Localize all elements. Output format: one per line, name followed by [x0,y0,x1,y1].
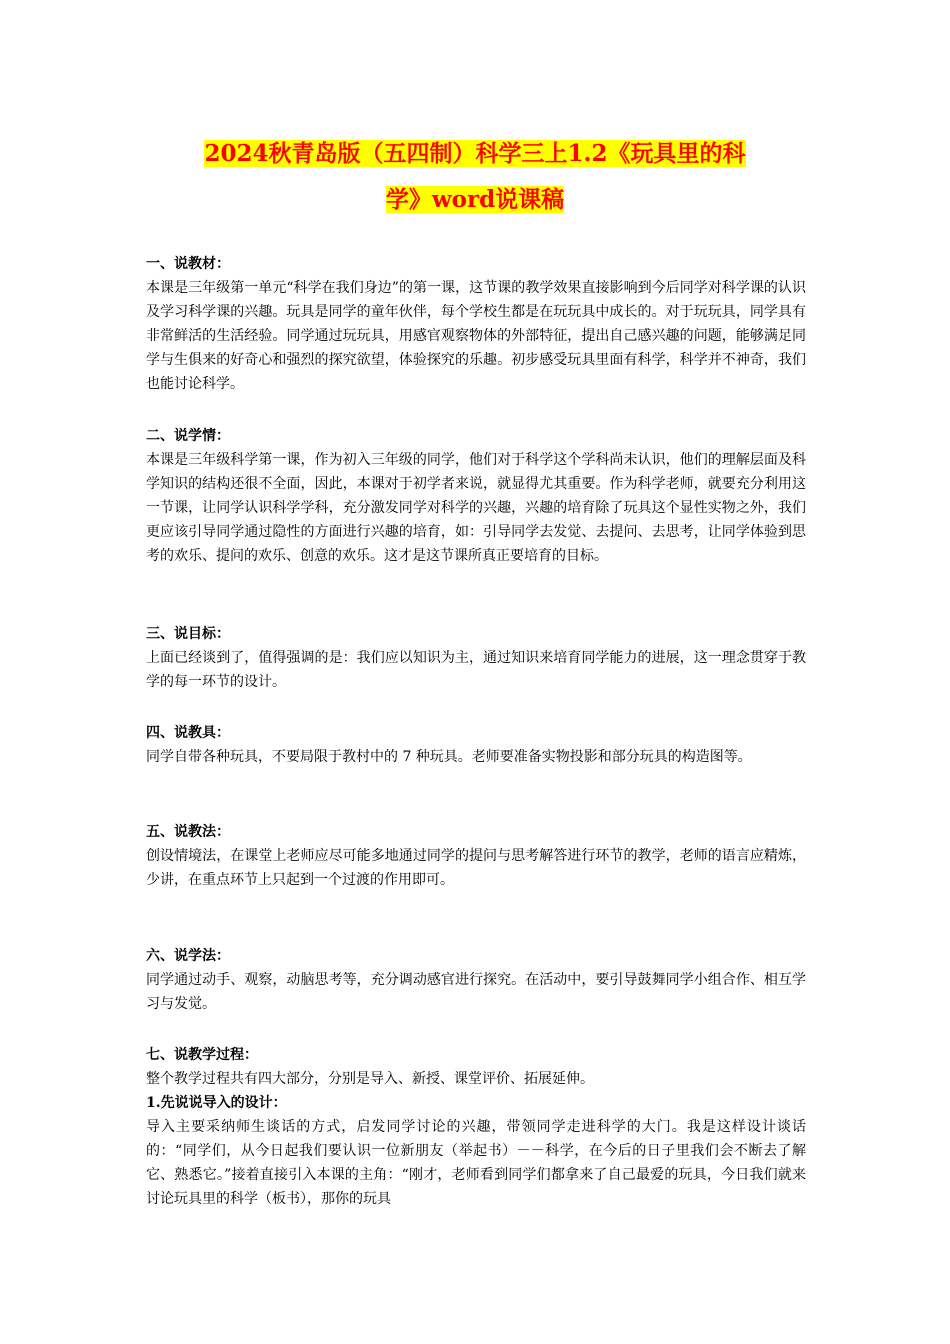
section-body: 整个教学过程共有四大部分，分别是导入、新授、课堂评价、拓展延伸。 [146,1071,594,1087]
section-body: 导入主要采纳师生谈话的方式，启发同学讨论的兴趣，带领同学走进科学的大门。我是这样设计谈话的：“同学们，从今日起我们要认识一位新朋友（举起书）－－科学，在今后的日子里我们会不断去了解它、熟悉它。”接着直接引入本课的主角：“刚才，老师看到同学们都拿来了自己最爱的玩具，今日我们就来讨论玩具里的科学（板书），那你的玩具 [146,1119,806,1207]
section-heading: 五、说教法： [146,824,230,840]
section-body: 本课是三年级第一单元“科学在我们身边”的第一课，这节课的教学效果直接影响到今后同学对科学课的认识及学习科学课的兴趣。玩具是同学的童年伙伴，每个学校生都是在玩玩具中成长的。对于玩玩具，同学具有非常鲜活的生活经验。同学通过玩玩具，用感官观察物体的外部特征，提出自己感兴趣的问题，能够满足同学与生俱来的好奇心和强烈的探究欲望，体验探究的乐趣。初步感受玩具里面有科学，科学并不神奇，我们也能讨论科学。 [146,280,806,392]
section-heading: 六、说学法： [146,948,230,964]
section-body: 同学通过动手、观察，动脑思考等，充分调动感官进行探究。在活动中，要引导鼓舞同学小组合作、相互学习与发觉。 [146,972,806,1012]
section-heading: 二、说学情： [146,428,230,444]
section-body: 本课是三年级科学第一课，作为初入三年级的同学，他们对于科学这个学科尚未认识，他们的理解层面及科学知识的结构还很不全面，因此，本课对于初学者来说，就显得尤其重要。作为科学老师，就要充分利用这一节课，让同学认识科学学科，充分激发同学对科学的兴趣，兴趣的培育除了玩具这个显性实物之外，我们更应该引导同学通过隐性的方面进行兴趣的培育，如：引导同学去发觉、去提问、去思考，让同学体验到思考的欢乐、提问的欢乐、创意的欢乐。这才是这节课所真正要培育的目标。 [146,452,806,564]
document-title-line-2: 学》word说课稿 [385,186,565,213]
section-heading: 四、说教具： [146,725,230,741]
section-body: 创设情境法，在课堂上老师应尽可能多地通过同学的提问与思考解答进行环节的教学，老师的语言应精炼，少讲，在重点环节上只起到一个过渡的作用即可。 [146,848,806,888]
subsection-heading: 1.先说说导入的设计： [146,1095,287,1111]
document-title-line-1: 2024秋青岛版（五四制）科学三上1.2《玩具里的科 [204,140,746,167]
section-heading: 三、说目标： [146,626,230,642]
section-body: 同学自带各种玩具，不要局限于教村中的 7 种玩具。老师要准备实物投影和部分玩具的构造图等。 [146,749,752,765]
section-heading: 一、说教材： [146,256,230,272]
section-body: 上面已经谈到了，值得强调的是：我们应以知识为主，通过知识来培育同学能力的进展，这一理念贯穿于教学的每一环节的设计。 [146,650,806,690]
section-heading: 七、说教学过程： [146,1047,258,1063]
